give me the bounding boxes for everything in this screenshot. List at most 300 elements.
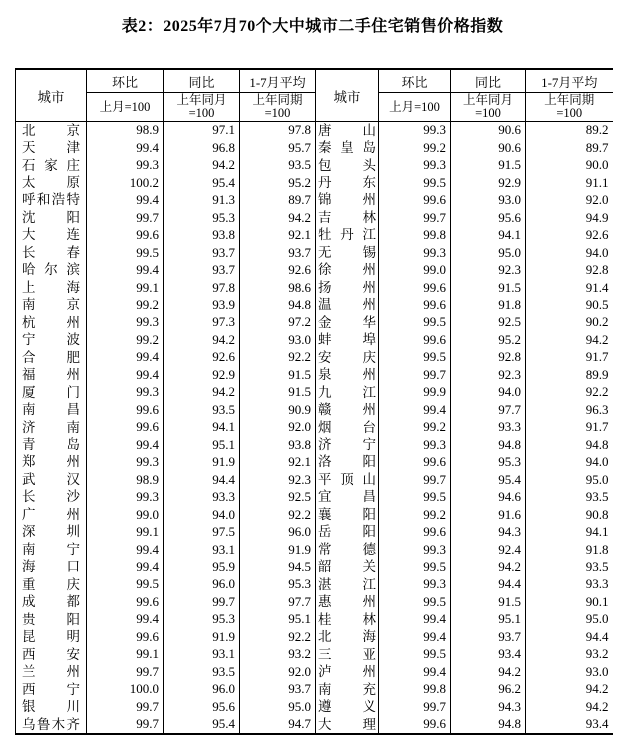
index-value-cell: 93.3 — [164, 489, 240, 506]
city-name: 呼和浩特 — [22, 192, 80, 208]
index-value-cell: 99.5 — [379, 646, 451, 663]
city-name: 深圳 — [22, 524, 80, 540]
header-yoy-base-line1: 上年同月 — [176, 93, 227, 107]
index-value-cell: 95.3 — [451, 454, 526, 471]
city-name: 洛阳 — [318, 454, 376, 470]
index-value-cell: 94.2 — [164, 332, 240, 349]
table-row — [16, 209, 613, 226]
index-value-cell: 92.6 — [240, 262, 316, 279]
index-value-cell: 92.2 — [526, 384, 613, 401]
index-value-cell: 94.4 — [526, 629, 613, 646]
city-name-cell — [16, 524, 87, 541]
index-value-cell: 99.4 — [87, 262, 164, 279]
city-name-cell — [316, 454, 379, 471]
index-value-cell: 99.3 — [379, 122, 451, 140]
index-value-cell: 96.0 — [164, 681, 240, 698]
city-name-cell — [16, 646, 87, 663]
city-name: 金华 — [318, 314, 376, 330]
index-value-cell: 99.4 — [87, 139, 164, 156]
city-name-cell — [16, 349, 87, 366]
header-avg-left: 1-7月平均 — [240, 69, 316, 93]
index-value-cell: 92.2 — [240, 629, 316, 646]
index-value-cell: 99.5 — [379, 594, 451, 611]
index-value-cell: 94.2 — [451, 559, 526, 576]
city-name-cell — [16, 384, 87, 401]
city-name-cell — [316, 314, 379, 331]
city-name: 徐州 — [318, 262, 376, 278]
city-name-cell — [316, 594, 379, 611]
index-value-cell: 92.0 — [526, 192, 613, 209]
city-name: 唐山 — [318, 122, 376, 138]
index-value-cell: 99.4 — [87, 559, 164, 576]
city-name: 厦门 — [22, 384, 80, 400]
city-name-cell — [316, 262, 379, 279]
header-yoy-left: 同比 — [164, 69, 240, 93]
index-value-cell: 93.5 — [526, 559, 613, 576]
index-value-cell: 91.7 — [526, 419, 613, 436]
index-value-cell: 99.2 — [379, 139, 451, 156]
index-value-cell: 99.6 — [87, 402, 164, 419]
index-value-cell: 99.4 — [379, 402, 451, 419]
city-name: 桂林 — [318, 611, 376, 627]
index-value-cell: 94.0 — [526, 244, 613, 261]
index-value-cell: 92.3 — [451, 262, 526, 279]
index-value-cell: 91.5 — [240, 384, 316, 401]
city-name-cell — [16, 506, 87, 523]
index-value-cell: 99.4 — [87, 611, 164, 628]
city-name-cell — [316, 227, 379, 244]
table-row — [16, 506, 613, 523]
index-value-cell: 95.0 — [526, 471, 613, 488]
city-name: 天津 — [22, 140, 80, 156]
index-value-cell: 99.5 — [379, 559, 451, 576]
header-mom-right: 环比 — [379, 69, 451, 93]
city-name: 青岛 — [22, 437, 80, 452]
index-value-cell: 97.8 — [240, 122, 316, 140]
city-name-cell — [16, 174, 87, 191]
index-value-cell: 99.3 — [379, 157, 451, 174]
index-value-cell: 94.8 — [451, 436, 526, 453]
index-value-cell: 99.5 — [87, 576, 164, 593]
index-value-cell: 96.3 — [526, 402, 613, 419]
city-name-cell — [16, 332, 87, 349]
city-name: 九江 — [318, 384, 376, 400]
index-value-cell: 93.8 — [240, 436, 316, 453]
city-name: 广州 — [22, 506, 80, 522]
city-name-cell — [16, 629, 87, 646]
city-name-cell — [316, 402, 379, 419]
index-value-cell: 99.2 — [87, 332, 164, 349]
index-value-cell: 99.4 — [87, 192, 164, 209]
index-value-cell: 91.5 — [240, 367, 316, 384]
header-avg-base-line1: 上年同期 — [544, 93, 595, 107]
city-name-cell — [16, 541, 87, 558]
index-value-cell: 90.8 — [526, 506, 613, 523]
table-row — [16, 227, 613, 244]
index-value-cell: 93.5 — [164, 402, 240, 419]
city-name-cell — [316, 611, 379, 628]
index-value-cell: 97.7 — [451, 402, 526, 419]
index-value-cell: 97.1 — [164, 122, 240, 140]
city-name-cell — [16, 314, 87, 331]
index-value-cell: 92.8 — [451, 349, 526, 366]
city-name-cell — [16, 367, 87, 384]
index-value-cell: 89.9 — [526, 367, 613, 384]
city-name-cell — [316, 629, 379, 646]
index-value-cell: 94.1 — [451, 227, 526, 244]
index-value-cell: 99.5 — [87, 244, 164, 261]
city-name: 宁波 — [22, 332, 80, 348]
index-value-cell: 94.5 — [240, 559, 316, 576]
table-row — [16, 384, 613, 401]
index-value-cell: 95.0 — [240, 698, 316, 715]
index-value-cell: 92.6 — [526, 227, 613, 244]
index-value-cell: 93.1 — [164, 646, 240, 663]
index-value-cell: 97.2 — [240, 314, 316, 331]
index-value-cell: 94.1 — [164, 419, 240, 436]
header-avg-base-right — [526, 93, 613, 122]
index-value-cell: 90.6 — [451, 139, 526, 156]
city-name: 赣州 — [318, 402, 376, 418]
index-value-cell: 89.2 — [526, 122, 613, 140]
header-yoy-base-right — [451, 93, 526, 122]
index-value-cell: 93.9 — [164, 297, 240, 314]
header-row-2 — [16, 93, 613, 122]
city-name: 丹东 — [318, 174, 376, 190]
index-value-cell: 100.0 — [87, 681, 164, 698]
city-name-cell — [316, 332, 379, 349]
city-name-cell — [16, 489, 87, 506]
city-name-cell — [316, 698, 379, 715]
city-name-cell — [316, 576, 379, 593]
index-value-cell: 99.4 — [379, 664, 451, 681]
city-name-cell — [316, 279, 379, 296]
index-value-cell: 95.3 — [164, 611, 240, 628]
index-value-cell: 92.5 — [451, 314, 526, 331]
table-row — [16, 122, 613, 140]
index-value-cell: 98.6 — [240, 279, 316, 296]
index-value-cell: 91.9 — [240, 541, 316, 558]
city-name-cell — [316, 559, 379, 576]
header-city-left: 城市 — [16, 69, 87, 122]
index-value-cell: 99.1 — [87, 524, 164, 541]
index-value-cell: 93.8 — [164, 227, 240, 244]
city-name-cell — [316, 646, 379, 663]
city-name: 银川 — [22, 699, 80, 715]
index-value-cell: 94.3 — [451, 698, 526, 715]
index-value-cell: 95.7 — [240, 139, 316, 156]
table-row — [16, 611, 613, 628]
index-value-cell: 100.2 — [87, 174, 164, 191]
index-value-cell: 93.0 — [526, 664, 613, 681]
index-value-cell: 98.9 — [87, 471, 164, 488]
city-name: 大连 — [22, 227, 80, 243]
index-value-cell: 95.6 — [164, 698, 240, 715]
city-name-cell — [316, 297, 379, 314]
index-value-cell: 94.8 — [526, 436, 613, 453]
city-name: 岳阳 — [318, 524, 376, 540]
city-name: 襄阳 — [318, 506, 376, 522]
index-value-cell: 95.0 — [451, 244, 526, 261]
header-avg-base-line2: =100 — [264, 106, 291, 120]
city-name: 太原 — [22, 174, 80, 190]
table-row — [16, 139, 613, 156]
index-value-cell: 94.1 — [526, 524, 613, 541]
table-row — [16, 262, 613, 279]
table-header — [16, 69, 613, 122]
table-row — [16, 681, 613, 698]
city-name: 锦州 — [318, 192, 376, 208]
table-row — [16, 279, 613, 296]
index-value-cell: 94.2 — [164, 157, 240, 174]
index-value-cell: 99.3 — [87, 489, 164, 506]
city-name-cell — [316, 192, 379, 209]
table-row — [16, 524, 613, 541]
city-name-cell — [16, 244, 87, 261]
index-value-cell: 90.6 — [451, 122, 526, 140]
index-value-cell: 95.4 — [451, 471, 526, 488]
index-value-cell: 92.6 — [164, 349, 240, 366]
city-name-cell — [316, 349, 379, 366]
index-value-cell: 99.7 — [164, 594, 240, 611]
index-value-cell: 99.7 — [379, 698, 451, 715]
index-value-cell: 99.6 — [379, 279, 451, 296]
index-value-cell: 99.1 — [87, 279, 164, 296]
index-value-cell: 99.2 — [379, 506, 451, 523]
city-name-cell — [316, 139, 379, 156]
index-value-cell: 99.6 — [87, 594, 164, 611]
city-name-cell — [16, 262, 87, 279]
city-name: 无锡 — [318, 244, 376, 260]
city-name: 郑州 — [22, 454, 80, 470]
index-value-cell: 99.7 — [87, 209, 164, 226]
city-name: 平顶山 — [318, 471, 376, 487]
city-name: 合肥 — [22, 349, 80, 365]
index-value-cell: 99.7 — [87, 716, 164, 734]
city-name: 乌鲁木齐 — [22, 716, 80, 732]
index-value-cell: 92.2 — [240, 506, 316, 523]
city-name-cell — [16, 139, 87, 156]
index-value-cell: 95.1 — [240, 611, 316, 628]
index-value-cell: 95.3 — [164, 209, 240, 226]
city-name: 昆明 — [22, 629, 80, 645]
index-value-cell: 99.3 — [87, 454, 164, 471]
table-row — [16, 314, 613, 331]
index-value-cell: 99.7 — [379, 367, 451, 384]
city-name: 牡丹江 — [318, 227, 376, 243]
index-value-cell: 93.7 — [240, 244, 316, 261]
index-value-cell: 99.7 — [87, 698, 164, 715]
index-value-cell: 99.6 — [379, 716, 451, 734]
city-name: 安庆 — [318, 349, 376, 365]
index-value-cell: 99.6 — [87, 227, 164, 244]
city-name: 湛江 — [318, 576, 376, 592]
city-name: 哈尔滨 — [22, 262, 80, 278]
city-name: 秦皇岛 — [318, 140, 376, 156]
index-value-cell: 99.5 — [379, 174, 451, 191]
index-value-cell: 95.9 — [164, 559, 240, 576]
city-name-cell — [316, 716, 379, 734]
city-name-cell — [316, 174, 379, 191]
index-value-cell: 99.7 — [379, 471, 451, 488]
index-value-cell: 99.3 — [379, 541, 451, 558]
index-value-cell: 99.5 — [379, 314, 451, 331]
index-value-cell: 90.9 — [240, 402, 316, 419]
index-value-cell: 95.4 — [164, 716, 240, 734]
table-row — [16, 716, 613, 734]
index-value-cell: 96.0 — [164, 576, 240, 593]
index-value-cell: 93.7 — [164, 244, 240, 261]
city-name: 上海 — [22, 279, 80, 295]
city-name: 贵阳 — [22, 611, 80, 627]
city-name: 蚌埠 — [318, 332, 376, 348]
index-value-cell: 94.0 — [451, 384, 526, 401]
city-name: 吉林 — [318, 209, 376, 225]
city-name: 扬州 — [318, 279, 376, 295]
index-value-cell: 94.9 — [526, 209, 613, 226]
header-mom-base-right: 上月=100 — [379, 93, 451, 122]
city-name-cell — [316, 244, 379, 261]
city-name-cell — [316, 367, 379, 384]
city-name-cell — [16, 209, 87, 226]
index-value-cell: 93.0 — [240, 332, 316, 349]
header-yoy-right: 同比 — [451, 69, 526, 93]
table-row — [16, 664, 613, 681]
index-value-cell: 92.9 — [164, 367, 240, 384]
index-value-cell: 94.2 — [451, 664, 526, 681]
index-value-cell: 99.8 — [379, 681, 451, 698]
index-value-cell: 97.8 — [164, 279, 240, 296]
index-value-cell: 90.5 — [526, 297, 613, 314]
table-row — [16, 297, 613, 314]
index-value-cell: 99.5 — [379, 489, 451, 506]
index-value-cell: 94.4 — [164, 471, 240, 488]
index-value-cell: 93.2 — [526, 646, 613, 663]
index-value-cell: 91.5 — [451, 279, 526, 296]
index-value-cell: 93.7 — [240, 681, 316, 698]
index-value-cell: 94.8 — [240, 297, 316, 314]
index-value-cell: 93.4 — [526, 716, 613, 734]
city-name-cell — [16, 576, 87, 593]
index-value-cell: 91.9 — [164, 454, 240, 471]
table-body — [16, 122, 613, 735]
table-title: 表2：2025年7月70个大中城市二手住宅销售价格指数 — [121, 18, 504, 35]
index-value-cell: 99.3 — [87, 384, 164, 401]
index-value-cell: 94.8 — [451, 716, 526, 734]
city-name: 泸州 — [318, 664, 376, 680]
index-value-cell: 94.3 — [451, 524, 526, 541]
index-value-cell: 97.3 — [164, 314, 240, 331]
index-value-cell: 89.7 — [240, 192, 316, 209]
index-value-cell: 99.8 — [379, 227, 451, 244]
index-value-cell: 95.2 — [451, 332, 526, 349]
city-name-cell — [316, 681, 379, 698]
index-value-cell: 99.7 — [379, 209, 451, 226]
index-value-cell: 99.3 — [379, 576, 451, 593]
city-name-cell — [316, 664, 379, 681]
table-row — [16, 698, 613, 715]
index-value-cell: 96.0 — [240, 524, 316, 541]
index-value-cell: 99.4 — [87, 349, 164, 366]
index-value-cell: 99.6 — [379, 297, 451, 314]
index-value-cell: 92.5 — [240, 489, 316, 506]
index-value-cell: 92.8 — [526, 262, 613, 279]
index-value-cell: 93.5 — [240, 157, 316, 174]
city-name: 海口 — [22, 559, 80, 575]
city-name: 南宁 — [22, 541, 80, 557]
index-value-cell: 99.6 — [87, 629, 164, 646]
index-value-cell: 99.2 — [379, 419, 451, 436]
index-value-cell: 95.6 — [451, 209, 526, 226]
index-value-cell: 99.0 — [379, 262, 451, 279]
city-name: 北海 — [318, 629, 376, 645]
city-name-cell — [316, 471, 379, 488]
table-row — [16, 349, 613, 366]
table-row — [16, 541, 613, 558]
table-row — [16, 419, 613, 436]
index-value-cell: 90.0 — [526, 157, 613, 174]
index-value-cell: 95.1 — [164, 436, 240, 453]
city-name-cell — [16, 402, 87, 419]
city-name: 泉州 — [318, 367, 376, 383]
city-name-cell — [316, 541, 379, 558]
index-value-cell: 92.0 — [240, 664, 316, 681]
header-avg-right: 1-7月平均 — [526, 69, 613, 93]
index-value-cell: 94.2 — [526, 698, 613, 715]
index-value-cell: 91.8 — [526, 541, 613, 558]
city-name: 常德 — [318, 541, 376, 557]
city-name: 兰州 — [22, 664, 80, 680]
index-value-cell: 99.5 — [379, 349, 451, 366]
city-name: 西安 — [22, 646, 80, 662]
city-name: 重庆 — [22, 576, 80, 592]
city-name: 惠州 — [318, 594, 376, 610]
table-row — [16, 367, 613, 384]
city-name-cell — [16, 681, 87, 698]
index-value-cell: 91.4 — [526, 279, 613, 296]
index-value-cell: 93.3 — [526, 576, 613, 593]
index-value-cell: 93.0 — [451, 192, 526, 209]
index-value-cell: 99.6 — [379, 192, 451, 209]
index-value-cell: 92.0 — [240, 419, 316, 436]
table-row — [16, 157, 613, 174]
city-name: 成都 — [22, 594, 80, 610]
index-value-cell: 99.6 — [379, 524, 451, 541]
city-name-cell — [316, 419, 379, 436]
city-name: 济宁 — [318, 437, 376, 452]
city-name-cell — [16, 611, 87, 628]
table-row — [16, 629, 613, 646]
index-value-cell: 93.7 — [164, 262, 240, 279]
city-name-cell — [16, 559, 87, 576]
index-value-cell: 94.0 — [526, 454, 613, 471]
index-value-cell: 93.5 — [164, 664, 240, 681]
index-value-cell: 94.2 — [526, 681, 613, 698]
table-row — [16, 174, 613, 191]
index-value-cell: 90.1 — [526, 594, 613, 611]
city-name: 南京 — [22, 297, 80, 313]
index-value-cell: 92.3 — [240, 471, 316, 488]
city-name: 南充 — [318, 681, 376, 697]
index-value-cell: 90.2 — [526, 314, 613, 331]
index-value-cell: 95.4 — [164, 174, 240, 191]
index-value-cell: 98.9 — [87, 122, 164, 140]
city-name-cell — [316, 157, 379, 174]
city-name: 杭州 — [22, 314, 80, 330]
index-value-cell: 95.1 — [451, 611, 526, 628]
city-name-cell — [16, 419, 87, 436]
index-value-cell: 99.9 — [379, 384, 451, 401]
